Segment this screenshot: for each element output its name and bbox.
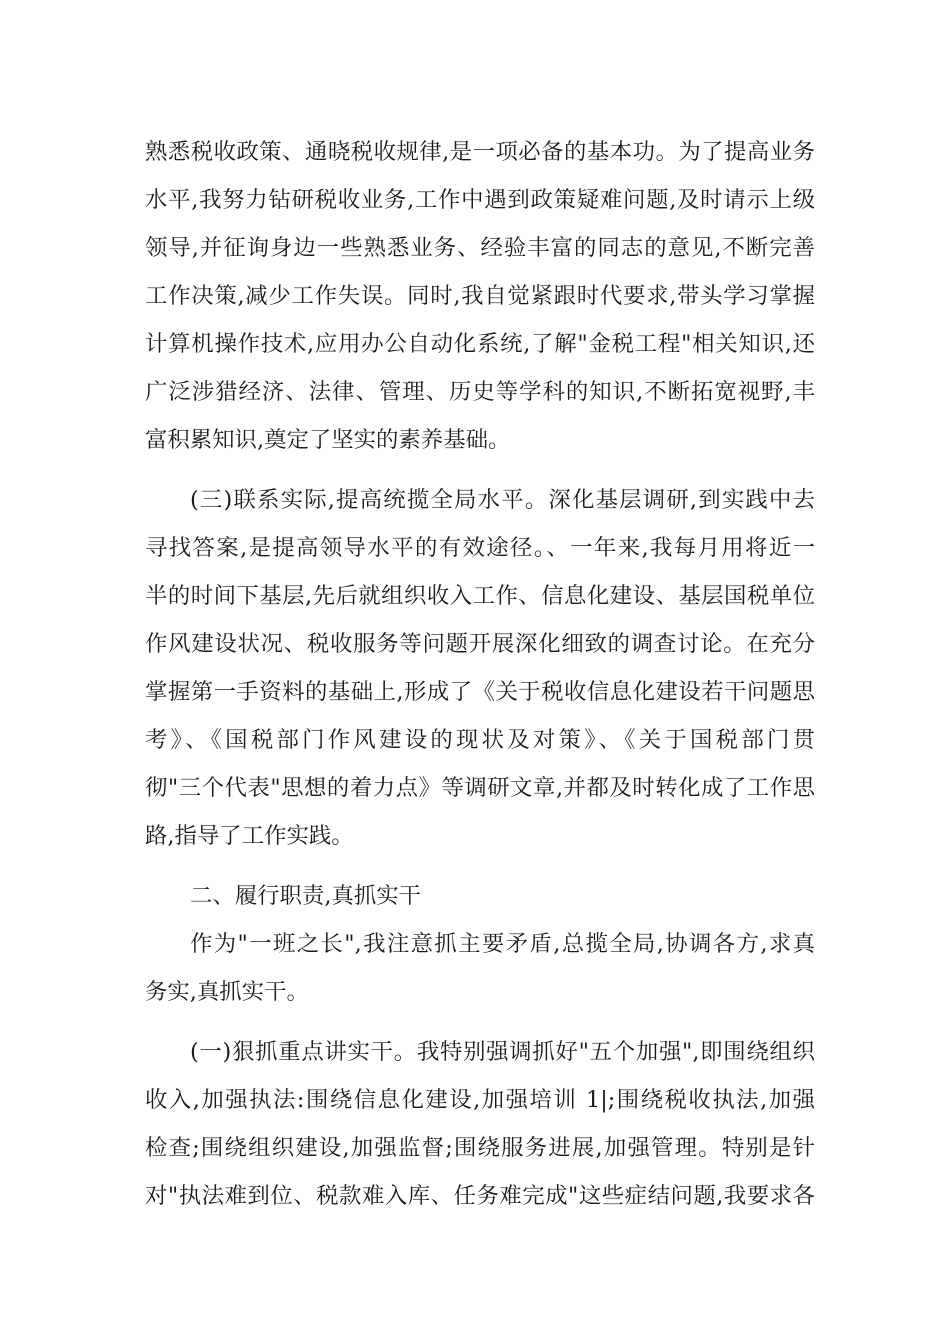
text-line: 熟悉税收政策、通晓税收规律,是一项必备的基本功。为了提高业务 (145, 139, 815, 165)
text-line: 计算机操作技术,应用办公自动化系统,了解"金税工程"相关知识,还 (145, 331, 815, 357)
text-line: 掌握第一手资料的基础上,形成了《关于税收信息化建设若干问题思 (145, 679, 815, 705)
text-line: 考》、《国税部门作风建设的现状及对策》、《关于国税部门贯 (145, 727, 815, 753)
text-line: 务实,真抓实干。 (145, 979, 309, 1005)
text-line: 收入,加强执法:围绕信息化建设,加强培训 1|;围绕税收执法,加强 (145, 1087, 815, 1113)
text-line: 检查;围绕组织建设,加强监督;围绕服务进展,加强管理。特别是针 (145, 1135, 815, 1161)
section-heading: 二、履行职责,真抓实干 (190, 883, 422, 909)
text-line: 富积累知识,奠定了坚实的素养基础。 (145, 427, 511, 453)
text-line: 领导,并征询身边一些熟悉业务、经验丰富的同志的意见,不断完善 (145, 235, 815, 261)
text-line: 广泛涉猎经济、法律、管理、历史等学科的知识,不断拓宽视野,丰 (145, 379, 815, 405)
text-line: 路,指导了工作实践。 (145, 823, 354, 849)
paragraph-first-line: 作为"一班之长",我注意抓主要矛盾,总揽全局,协调各方,求真 (190, 931, 815, 957)
text-line: 半的时间下基层,先后就组织收入工作、信息化建设、基层国税单位 (145, 583, 815, 609)
text-line: 水平,我努力钻研税收业务,工作中遇到政策疑难问题,及时请示上级 (145, 187, 815, 213)
text-line: 寻找答案,是提高领导水平的有效途径。、一年来,我每月用将近一 (145, 535, 815, 561)
text-line: 工作决策,减少工作失误。同时,我自觉紧跟时代要求,带头学习掌握 (145, 283, 815, 309)
text-line: 彻"三个代表"思想的着力点》等调研文章,并都及时转化成了工作思 (145, 775, 815, 801)
paragraph-heading-line: (三)联系实际,提高统揽全局水平。深化基层调研,到实践中去 (190, 487, 815, 513)
text-line: 对"执法难到位、税款难入库、任务难完成"这些症结问题,我要求各 (145, 1183, 815, 1209)
text-line: 作风建设状况、税收服务等问题开展深化细致的调查讨论。在充分 (145, 631, 815, 657)
paragraph-heading-line: (一)狠抓重点讲实干。我特别强调抓好"五个加强",即围绕组织 (190, 1039, 815, 1065)
